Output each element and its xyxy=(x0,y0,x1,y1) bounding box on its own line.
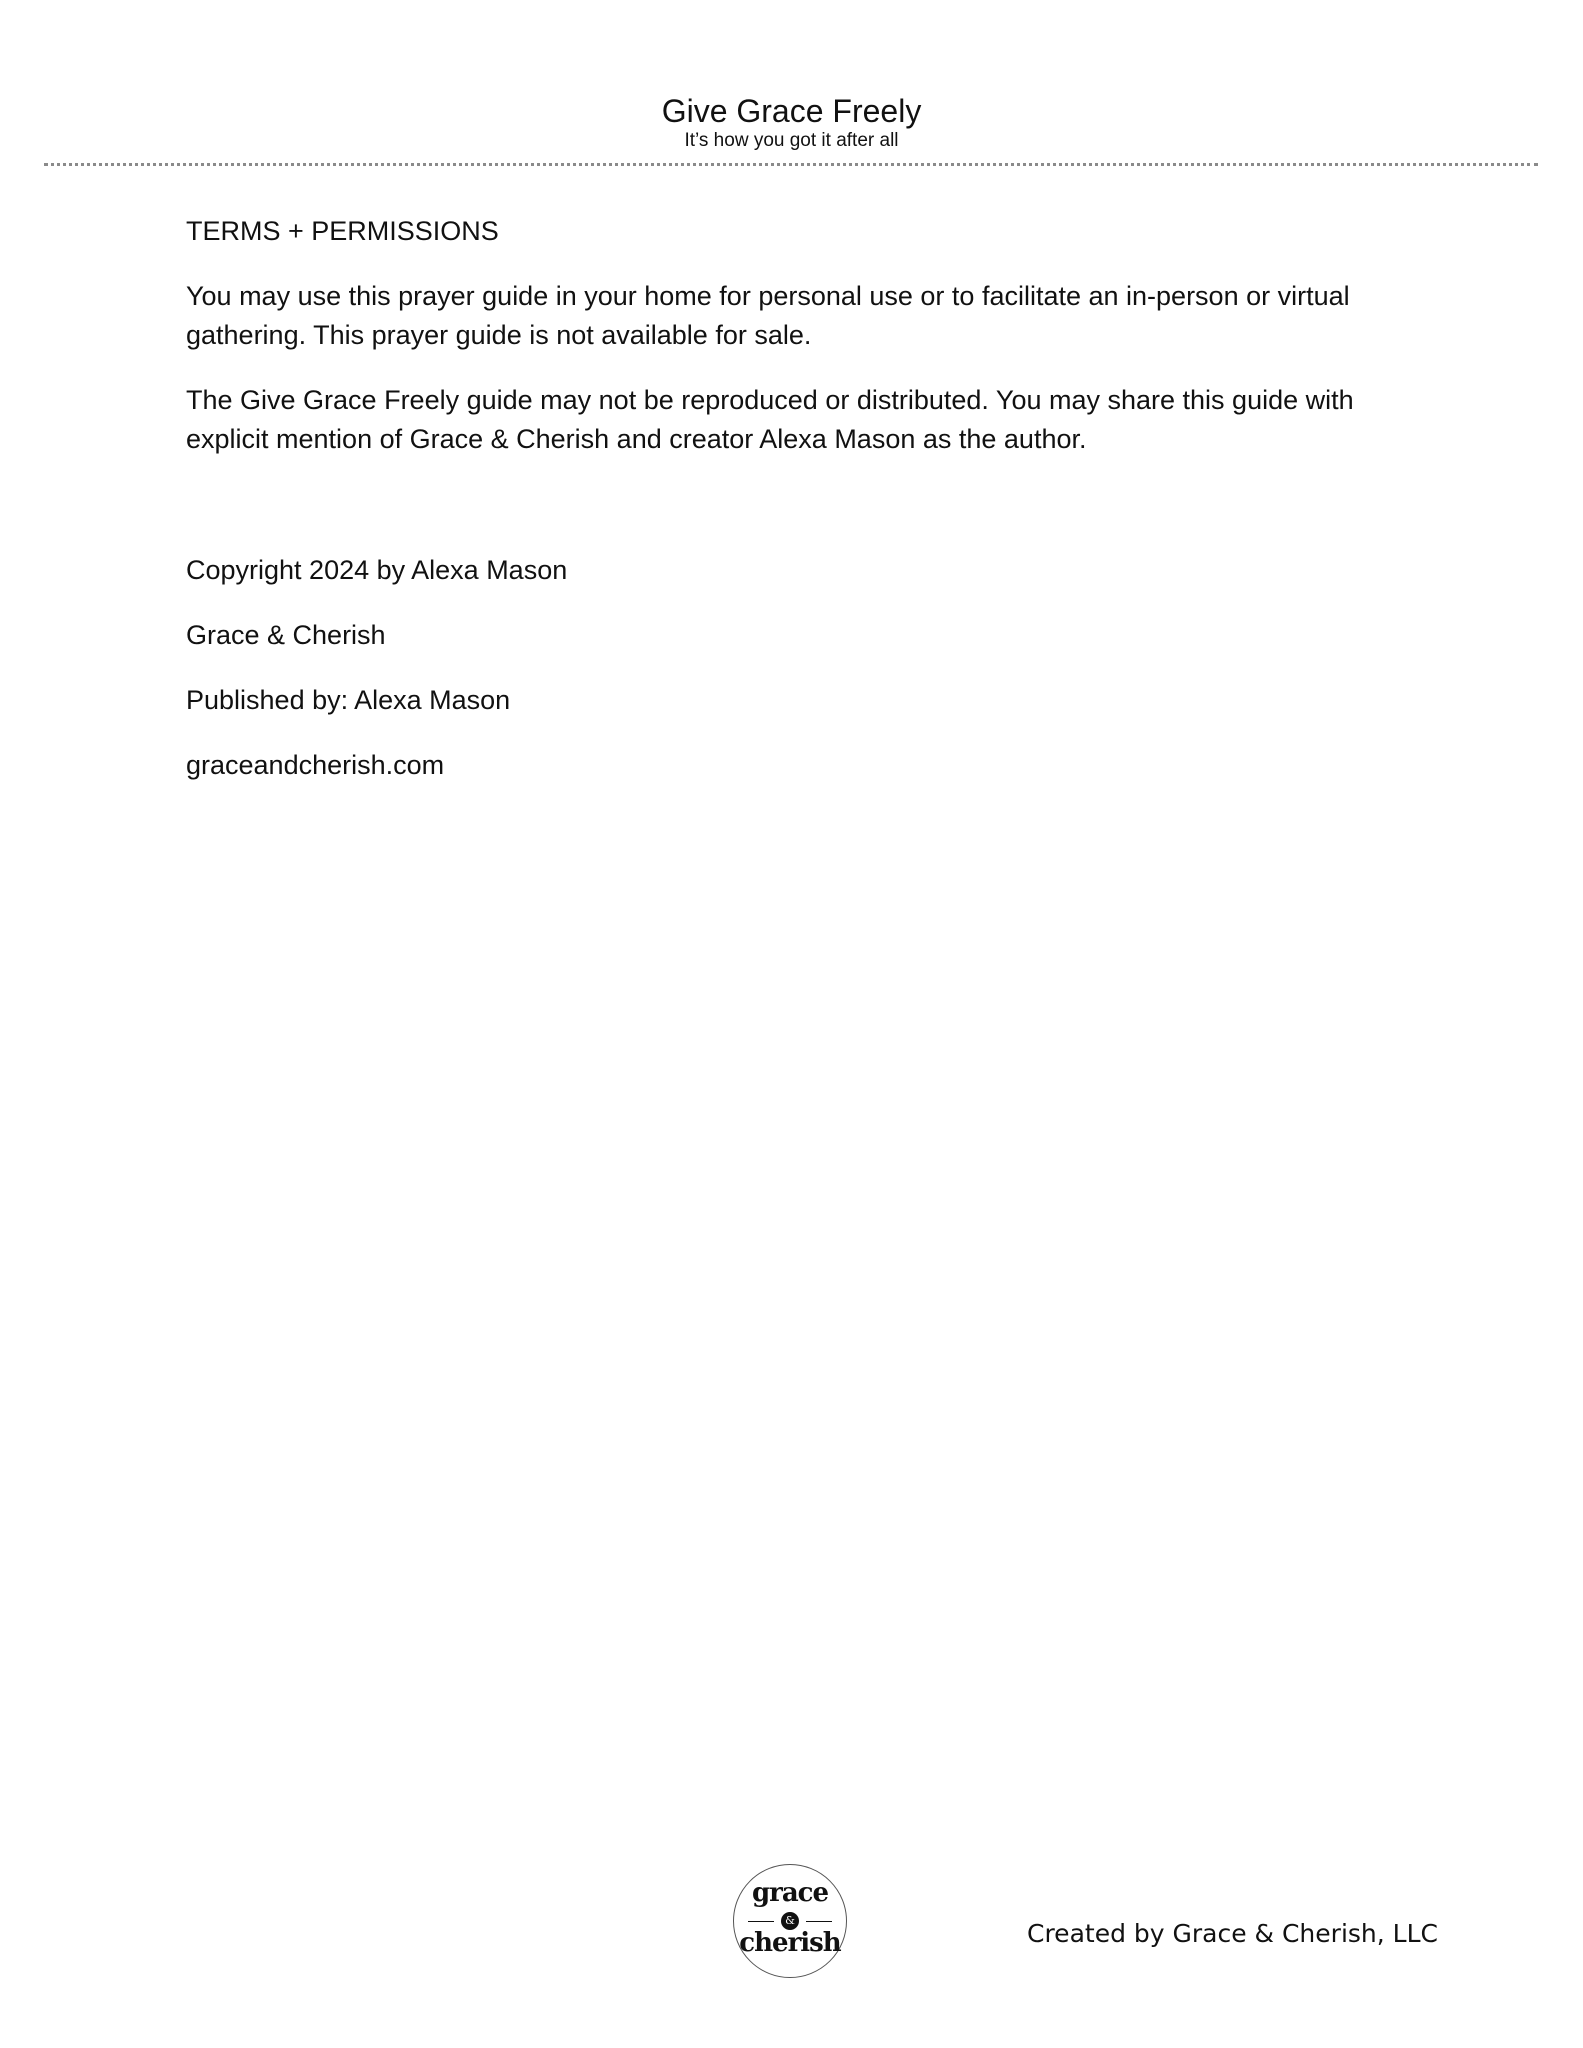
brand-name-line: Grace & Cherish xyxy=(186,620,386,650)
main-content xyxy=(186,212,1406,811)
logo-word-grace: grace xyxy=(751,1878,829,1908)
logo-rule-right xyxy=(806,1921,832,1922)
publisher-line: Published by: Alexa Mason xyxy=(186,685,511,715)
terms-paragraph-usage: You may use this prayer guide in your home for personal use or to facilitate an in-person or virtual gathering. This prayer guide is not available for sale. xyxy=(186,281,1350,350)
terms-paragraph-sharing: The Give Grace Freely guide may not be reproduced or distributed. You may share this guide with explicit mention of Grace & Cherish and creator Alexa Mason as the author. xyxy=(186,385,1354,454)
page-header xyxy=(0,92,1583,152)
copyright-line: Copyright 2024 by Alexa Mason xyxy=(186,555,568,585)
terms-heading: TERMS + PERMISSIONS xyxy=(186,216,499,246)
logo-ampersand: & xyxy=(781,1912,799,1930)
document-subtitle: It’s how you got it after all xyxy=(684,130,899,151)
dotted-divider xyxy=(44,163,1538,166)
document-title: Give Grace Freely xyxy=(661,93,922,129)
grace-cherish-logo xyxy=(733,1864,847,1978)
footer-credit: Created by Grace & Cherish, LLC xyxy=(1027,1919,1438,1948)
section-spacer xyxy=(186,485,1406,551)
website-line: graceandcherish.com xyxy=(186,750,445,780)
logo-word-cherish: cherish xyxy=(739,1928,841,1958)
logo-rule-left xyxy=(748,1921,774,1922)
